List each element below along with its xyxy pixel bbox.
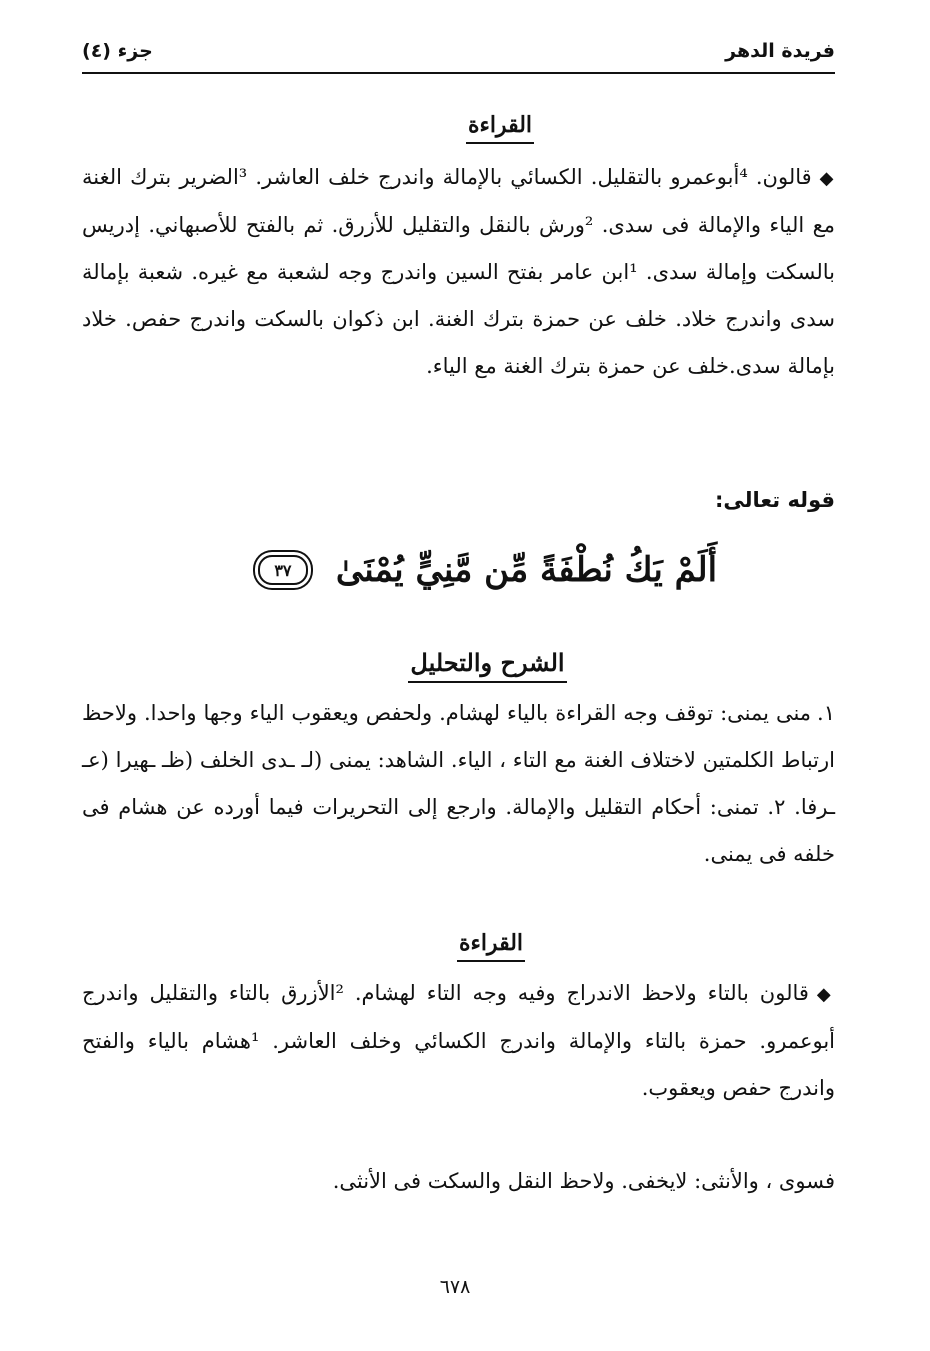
page-number bbox=[0, 1276, 930, 1298]
qiraa-paragraph-2 bbox=[82, 970, 835, 1112]
page-number-text: ٦٧٨ bbox=[439, 1276, 471, 1298]
section-heading-text: الشرح والتحليل bbox=[408, 648, 566, 683]
diamond-bullet-icon: ◆ bbox=[819, 168, 835, 189]
analysis-paragraph bbox=[82, 690, 835, 878]
qiraa-paragraph bbox=[82, 154, 835, 390]
section-heading-text: القراءة bbox=[466, 112, 534, 144]
section-heading-qiraa-2 bbox=[0, 930, 930, 962]
closing-paragraph bbox=[82, 1158, 835, 1205]
quran-verse: أَلَمْ يَكُ نُطْفَةً مِّن مَّنِيٍّ يُمْنَىٰ bbox=[335, 550, 718, 590]
closing-text: فسوى ، والأنثى: لايخفى. ولاحظ النقل والسكت فى الأنثى. bbox=[332, 1169, 835, 1193]
section-heading-sharh bbox=[0, 648, 930, 683]
section-heading-text: القراءة bbox=[457, 930, 525, 962]
analysis-text: منى يمنى: توقف وجه القراءة بالياء لهشام. ولحفص ويعقوب الياء وجها واحدا. ولاحظ ارتباط الكلمتين لاختلاف الغنة مع التاء ، الياء. الشاهد: يمنى (لـ ـدى الخلف (ظـ ـهيرا (عـ ـرفا. ٢. تمنى: أحكام التقليل والإمالة. وارجع إلى التحريرات فيما أورده عن هشام فى خلفه فى يمنى. bbox=[82, 701, 835, 866]
item-number: ١. bbox=[817, 701, 835, 725]
qiraa-text: قالون. ⁴أبوعمرو بالتقليل. الكسائي بالإمالة واندرج خلف العاشر. ³الضرير بترك الغنة مع الياء والإمالة فى سدى. ²ورش بالنقل والتقليل للأزرق. ثم بالفتح للأصبهاني. إدريس بالسكت وإمالة سدى. ¹ابن عامر بفتح السين واندرج وجه لشعبة مع غيره. شعبة بإمالة سدى واندرج خلاد. خلف عن حمزة بترك الغنة. ابن ذكوان بالسكت واندرج حفص. خلاد بإمالة سدى.خلف عن حمزة بترك الغنة مع الياء. bbox=[82, 165, 835, 378]
diamond-bullet-icon: ◆ bbox=[816, 984, 836, 1005]
quran-verse-block bbox=[0, 540, 930, 600]
quote-label: قوله تعالى: bbox=[714, 488, 835, 512]
section-heading-qiraa bbox=[0, 112, 930, 144]
verse-number-marker: ٣٧ bbox=[258, 555, 308, 585]
part-number: جزء (٤) bbox=[82, 40, 153, 62]
running-header bbox=[82, 38, 835, 74]
book-title: فريدة الدهر bbox=[725, 40, 835, 62]
header-divider bbox=[82, 72, 835, 74]
qiraa-text-2: قالون بالتاء ولاحظ الاندراج وفيه وجه التاء لهشام. ²الأزرق بالتاء والتقليل واندرج أبوعمرو. حمزة بالتاء والإمالة واندرج الكسائي وخلف العاشر. ¹هشام بالياء والفتح واندرج حفص ويعقوب. bbox=[82, 981, 836, 1100]
